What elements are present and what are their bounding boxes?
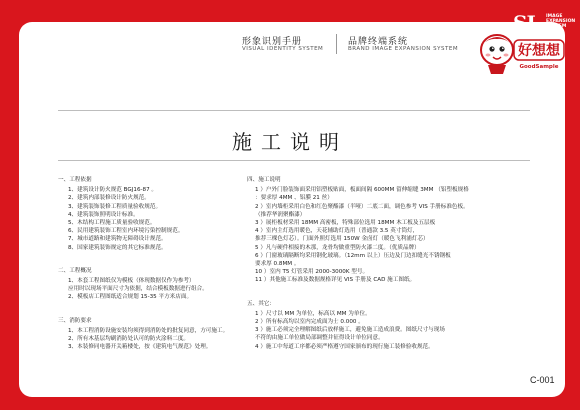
section-list <box>58 277 238 302</box>
header-divider <box>336 34 337 54</box>
title-top-rule <box>58 110 530 111</box>
list-item: 2、建筑内部装修设计防火规范。 <box>68 195 150 202</box>
list-item: 3 ）展柜板材采用 18MM 高密板，特殊部位选用 18MM 木工板及五层板 <box>255 220 436 227</box>
title-bottom-rule <box>58 160 530 161</box>
list-item: 3、本装修同电器开关箱楼处，按《建筑电气规范》处理。 <box>68 344 212 351</box>
si-badge-sub-line: SYSTEM <box>546 24 567 29</box>
list-item: 推荐三棵色灯芯）。门面外照灯选用 150W 金卤灯（暖色飞利浦灯芯） <box>255 236 429 243</box>
list-item: （推荐华润聚酯漆） <box>255 211 306 218</box>
header-section-title: 品牌终端系统 <box>348 37 409 47</box>
si-badge-sub-line: EXPANSION <box>546 19 576 24</box>
list-item: 1、本套工程图纸仅为模板（体现数据仅作为参考） <box>68 278 195 285</box>
header-manual-title: 形象识别手册 <box>242 37 303 47</box>
list-item: 2、模板店工程图纸适合规划 15-35 平方米店面。 <box>68 294 193 301</box>
list-item: 3、建筑装饰装修工程质量验收规范。 <box>68 203 162 210</box>
si-badge-sub-line: IMAGE <box>546 14 563 19</box>
list-item: 3 ）施工必须完全理解图纸后放样施工，避免施工造成浪费。图纸尺寸与现场 <box>255 327 445 334</box>
section-title: 五、其它： <box>247 300 275 307</box>
section-list <box>247 310 537 351</box>
list-item: 1、建筑设计防火规范 BGJ16-87 。 <box>68 187 158 194</box>
list-item: 10 ）室内 T5 灯管采用 2000-3000K 型号。 <box>255 269 369 276</box>
si-badge-subtitle <box>546 14 575 29</box>
list-item: 2、所有木基层均刷消防处认可的防火涂料二度。 <box>68 336 190 343</box>
section-title: 二、工程概况 <box>58 267 92 274</box>
list-item: 4 ）室内主灯选用暖色，天花辅助灯选用（普通款 3.5 英寸筒灯， <box>255 228 419 235</box>
si-badge-code: SI <box>513 11 535 35</box>
list-item: 2 ）所有标高均以室内完成面为士 0.000 。 <box>255 319 364 326</box>
section-title: 四、施工说明 <box>247 177 281 183</box>
header-section-subtitle: BRAND IMAGE EXPANSION SYSTEM <box>348 46 459 52</box>
list-item: 不符的由施工单位做局部调整并征得设计单位同意。 <box>255 335 384 342</box>
logo-tagline: GoodSample <box>519 64 559 70</box>
left-column <box>58 176 238 351</box>
list-item: 5 ）凡与硬件相接的木那，龙骨均做重型防火漆二度。（优质品牌） <box>255 244 420 251</box>
page-code: C-001 <box>530 375 555 385</box>
list-item: 应用时以现场平面尺寸为依据，结合模板数据进行组合。 <box>68 286 208 293</box>
section-list <box>58 327 238 352</box>
page-title: 施工说明 <box>232 130 348 154</box>
list-item: 11 ）其他施工标准及数据规格详见 VIS 手册及 CAD 施工图纸。 <box>255 277 416 284</box>
logo-brand-text: 好想想 <box>518 43 560 59</box>
list-item: 6、民用建筑装饰工程室内环境污染控制规范。 <box>68 228 184 235</box>
list-item: 5、木结构工程施工质量验收规范。 <box>68 220 156 227</box>
list-item: ：要求厚 4MM 、铝膜 21 丝） <box>255 195 333 202</box>
section-list <box>58 186 238 252</box>
list-item: 6 ）门窗玻璃隔断均采用钢化玻璃。（12mm 以上）压边及门边扣缝光不锈钢板 <box>255 252 451 259</box>
section-title: 三、消防要求 <box>58 317 92 324</box>
section-list <box>247 186 537 284</box>
section-title: 一、工程依据 <box>58 177 92 183</box>
list-item: 8、国家建筑装饰规定的其它标准规范。 <box>68 244 167 251</box>
list-item: 4 ）施工中每道工序都必须严格遵守国家颁布的现行施工装修验收规范。 <box>255 343 434 350</box>
right-column <box>247 176 537 351</box>
header-manual-subtitle: VISUAL IDENTITY SYSTEM <box>242 46 324 52</box>
list-item: 4、建筑装饰照明设计标准。 <box>68 211 139 218</box>
list-item: 7、城市道路和建筑物无障碍设计规范。 <box>68 236 167 243</box>
list-item: 1 ）尺寸以 MM 为单位，标高以 MM 为单位。 <box>255 310 371 317</box>
list-item: 要求厚 0.8MM 。 <box>255 261 300 268</box>
list-item: 1、本工程消防设施安装均须得到消防处的批复同意，方可施工。 <box>68 327 229 334</box>
mascot-logo-icon <box>472 28 567 78</box>
list-item: 2 ）室内墙柜采用白色和红色聚酯漆（半哑）二底二面，调色参考 VIS 手册标准色板。 <box>255 203 469 210</box>
list-item: 1 ）户外门脸装饰面采用铝塑板贴面，板面间隔 600MM 留伸缩缝 3MM （铝塑板规格 <box>255 187 469 194</box>
